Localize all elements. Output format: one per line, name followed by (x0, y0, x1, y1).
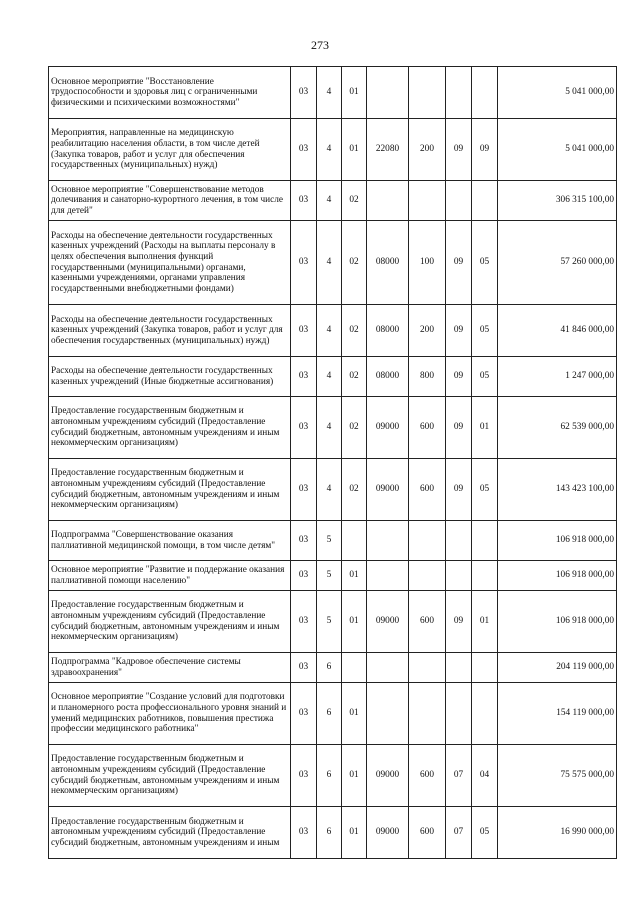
expense-type-code (409, 653, 446, 683)
subsection-code: 04 (472, 745, 498, 807)
subsection-code (472, 521, 498, 561)
measure-code: 01 (342, 591, 367, 653)
direction-code (367, 653, 409, 683)
section-code (446, 521, 472, 561)
amount: 5 041 000,00 (498, 67, 617, 119)
direction-code: 09000 (367, 397, 409, 459)
program-code: 03 (291, 397, 317, 459)
subprogram-code: 6 (317, 807, 342, 859)
program-code: 03 (291, 683, 317, 745)
subprogram-code: 6 (317, 653, 342, 683)
program-code: 03 (291, 67, 317, 119)
expense-type-code: 600 (409, 807, 446, 859)
measure-code (342, 653, 367, 683)
section-code: 09 (446, 591, 472, 653)
subsection-code: 05 (472, 459, 498, 521)
direction-code: 08000 (367, 305, 409, 357)
expense-type-code (409, 181, 446, 221)
section-code (446, 683, 472, 745)
table-row (49, 807, 617, 859)
row-description: Предоставление государственным бюджетным и автономным учреждениям субсидий (Предоставление субсидий бюджетным, автономным учреждениям и иным некоммерческим организациям) (49, 397, 291, 459)
subsection-code (472, 653, 498, 683)
table-row (49, 653, 617, 683)
section-code (446, 181, 472, 221)
direction-code (367, 521, 409, 561)
row-description: Расходы на обеспечение деятельности государственных казенных учреждений (Иные бюджетные ассигнования) (49, 357, 291, 397)
expense-type-code (409, 521, 446, 561)
measure-code: 02 (342, 221, 367, 305)
direction-code: 08000 (367, 221, 409, 305)
program-code: 03 (291, 305, 317, 357)
subprogram-code: 5 (317, 561, 342, 591)
table-row (49, 119, 617, 181)
subprogram-code: 4 (317, 221, 342, 305)
page-number: 273 (311, 38, 329, 52)
amount: 75 575 000,00 (498, 745, 617, 807)
table-row (49, 357, 617, 397)
program-code: 03 (291, 459, 317, 521)
direction-code (367, 561, 409, 591)
amount: 16 990 000,00 (498, 807, 617, 859)
amount: 41 846 000,00 (498, 305, 617, 357)
subprogram-code: 4 (317, 397, 342, 459)
table-row (49, 591, 617, 653)
amount: 1 247 000,00 (498, 357, 617, 397)
expense-type-code: 600 (409, 459, 446, 521)
expense-type-code: 100 (409, 221, 446, 305)
program-code: 03 (291, 119, 317, 181)
subprogram-code: 6 (317, 745, 342, 807)
subprogram-code: 4 (317, 357, 342, 397)
expense-type-code: 600 (409, 591, 446, 653)
subprogram-code: 4 (317, 119, 342, 181)
amount: 5 041 000,00 (498, 119, 617, 181)
row-description: Мероприятия, направленные на медицинскую реабилитацию населения области, в том числе детей (Закупка товаров, работ и услуг для обеспечения государственных (муниципальных) нужд) (49, 119, 291, 181)
amount: 143 423 100,00 (498, 459, 617, 521)
measure-code: 01 (342, 683, 367, 745)
amount: 57 260 000,00 (498, 221, 617, 305)
measure-code: 01 (342, 807, 367, 859)
program-code: 03 (291, 221, 317, 305)
direction-code: 08000 (367, 357, 409, 397)
measure-code: 02 (342, 397, 367, 459)
section-code: 09 (446, 397, 472, 459)
subsection-code (472, 683, 498, 745)
expense-type-code: 200 (409, 305, 446, 357)
amount: 204 119 000,00 (498, 653, 617, 683)
direction-code: 09000 (367, 807, 409, 859)
measure-code: 02 (342, 357, 367, 397)
row-description: Расходы на обеспечение деятельности государственных казенных учреждений (Расходы на выплаты персоналу в целях обеспечения выполнения функций государственными (муниципальными) органами, казенными учреждениями, органами управления государственными внебюджетными фондами) (49, 221, 291, 305)
measure-code (342, 521, 367, 561)
program-code: 03 (291, 561, 317, 591)
row-description: Подпрограмма "Совершенствование оказания паллиативной медицинской помощи, в том числе детям" (49, 521, 291, 561)
direction-code: 09000 (367, 591, 409, 653)
subprogram-code: 5 (317, 521, 342, 561)
row-description: Предоставление государственным бюджетным и автономным учреждениям субсидий (Предоставление субсидий бюджетным, автономным учреждениям и иным некоммерческим организациям) (49, 459, 291, 521)
expense-type-code: 600 (409, 745, 446, 807)
subprogram-code: 4 (317, 459, 342, 521)
program-code: 03 (291, 745, 317, 807)
expense-type-code (409, 561, 446, 591)
subsection-code (472, 67, 498, 119)
row-description: Основное мероприятие "Совершенствование методов долечивания и санаторно-курортного лечения, в том числе для детей" (49, 181, 291, 221)
expense-type-code: 600 (409, 397, 446, 459)
measure-code: 02 (342, 459, 367, 521)
expense-type-code (409, 67, 446, 119)
section-code: 09 (446, 357, 472, 397)
section-code (446, 653, 472, 683)
row-description: Подпрограмма "Кадровое обеспечение системы здравоохранения" (49, 653, 291, 683)
subsection-code (472, 561, 498, 591)
program-code: 03 (291, 653, 317, 683)
table-row (49, 683, 617, 745)
subsection-code: 05 (472, 807, 498, 859)
section-code (446, 561, 472, 591)
expense-type-code: 200 (409, 119, 446, 181)
amount: 154 119 000,00 (498, 683, 617, 745)
section-code (446, 67, 472, 119)
table-row (49, 561, 617, 591)
subsection-code: 09 (472, 119, 498, 181)
subsection-code: 05 (472, 305, 498, 357)
table-row (49, 459, 617, 521)
subsection-code: 05 (472, 221, 498, 305)
expense-type-code: 800 (409, 357, 446, 397)
amount: 106 918 000,00 (498, 561, 617, 591)
table-row (49, 181, 617, 221)
subsection-code: 05 (472, 357, 498, 397)
section-code: 09 (446, 119, 472, 181)
measure-code: 01 (342, 561, 367, 591)
subprogram-code: 4 (317, 67, 342, 119)
budget-table (48, 66, 617, 859)
direction-code (367, 67, 409, 119)
table-row (49, 521, 617, 561)
program-code: 03 (291, 357, 317, 397)
amount: 106 918 000,00 (498, 521, 617, 561)
subsection-code: 01 (472, 397, 498, 459)
section-code: 07 (446, 745, 472, 807)
subsection-code: 01 (472, 591, 498, 653)
measure-code: 01 (342, 745, 367, 807)
table-row (49, 305, 617, 357)
direction-code: 09000 (367, 745, 409, 807)
subprogram-code: 4 (317, 181, 342, 221)
row-description: Предоставление государственным бюджетным и автономным учреждениям субсидий (Предоставление субсидий бюджетным, автономным учреждениям и иным (49, 807, 291, 859)
row-description: Основное мероприятие "Восстановление трудоспособности и здоровья лиц с ограниченными физическими и психическими возможностями" (49, 67, 291, 119)
measure-code: 01 (342, 119, 367, 181)
row-description: Расходы на обеспечение деятельности государственных казенных учреждений (Закупка товаров, работ и услуг для обеспечения государственных (муниципальных) нужд) (49, 305, 291, 357)
program-code: 03 (291, 591, 317, 653)
measure-code: 02 (342, 305, 367, 357)
measure-code: 02 (342, 181, 367, 221)
section-code: 09 (446, 221, 472, 305)
program-code: 03 (291, 807, 317, 859)
subprogram-code: 6 (317, 683, 342, 745)
table-row (49, 745, 617, 807)
row-description: Предоставление государственным бюджетным и автономным учреждениям субсидий (Предоставление субсидий бюджетным, автономным учреждениям и иным некоммерческим организациям) (49, 591, 291, 653)
section-code: 09 (446, 459, 472, 521)
amount: 106 918 000,00 (498, 591, 617, 653)
subprogram-code: 5 (317, 591, 342, 653)
table-row (49, 221, 617, 305)
amount: 62 539 000,00 (498, 397, 617, 459)
program-code: 03 (291, 521, 317, 561)
measure-code: 01 (342, 67, 367, 119)
table-row (49, 397, 617, 459)
expense-type-code (409, 683, 446, 745)
subsection-code (472, 181, 498, 221)
row-description: Основное мероприятие "Развитие и поддержание оказания паллиативной помощи населению" (49, 561, 291, 591)
program-code: 03 (291, 181, 317, 221)
direction-code: 09000 (367, 459, 409, 521)
table-row (49, 67, 617, 119)
row-description: Предоставление государственным бюджетным и автономным учреждениям субсидий (Предоставление субсидий бюджетным, автономным учреждениям и иным некоммерческим организациям) (49, 745, 291, 807)
row-description: Основное мероприятие "Создание условий для подготовки и планомерного роста профессионального уровня знаний и умений медицинских работников, повышения престижа профессии медицинского работника" (49, 683, 291, 745)
direction-code: 22080 (367, 119, 409, 181)
direction-code (367, 683, 409, 745)
section-code: 07 (446, 807, 472, 859)
direction-code (367, 181, 409, 221)
subprogram-code: 4 (317, 305, 342, 357)
section-code: 09 (446, 305, 472, 357)
amount: 306 315 100,00 (498, 181, 617, 221)
